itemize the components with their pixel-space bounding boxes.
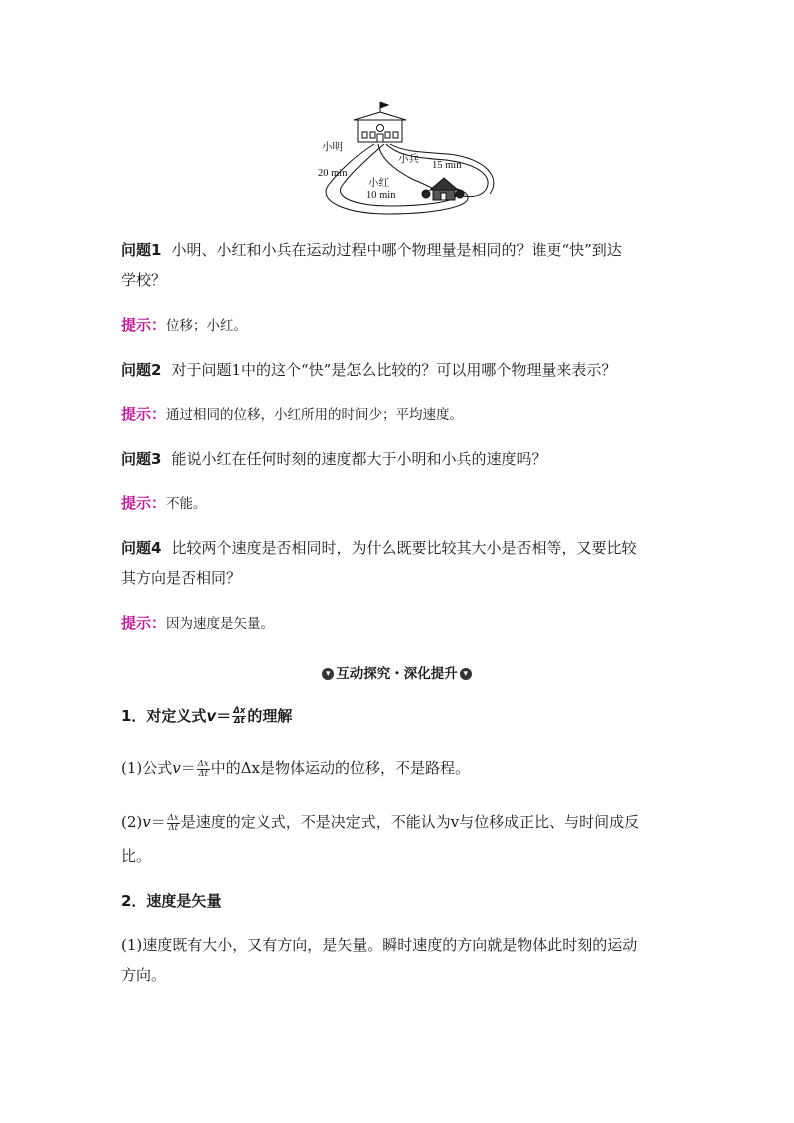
hint-1-text: 位移；小红。	[166, 318, 248, 334]
question-1-text: 小明、小红和小兵在运动过程中哪个物理量是相同的？谁更“快”到达	[171, 241, 622, 259]
question-3	[121, 449, 681, 469]
formula-eq: ＝	[216, 707, 232, 725]
formula-numerator: Δx	[233, 706, 246, 716]
section-1-title-suffix: 的理解	[247, 707, 293, 725]
formula-numerator: Δx	[197, 758, 209, 769]
section-2-p1-line-1: (1)速度既有大小，又有方向，是矢量。瞬时速度的方向就是物体此时刻的运动	[121, 936, 638, 954]
formula-fraction	[197, 760, 210, 779]
question-3-label: 问题3	[121, 450, 162, 468]
section-2-title	[121, 891, 681, 911]
formula-denominator: Δt	[233, 716, 245, 726]
hong-label: 小红	[368, 178, 389, 189]
question-2-text: 对于问题1中的这个“快”是怎么比较的？可以用哪个物理量来表示？	[171, 361, 617, 379]
question-3-text: 能说小红在任何时刻的速度都大于小明和小兵的速度吗？	[171, 450, 547, 468]
route-diagram	[318, 98, 498, 222]
formula-v: v	[206, 707, 217, 725]
section-2-title-text: 2．速度是矢量	[121, 892, 222, 910]
hint-2-label: 提示：	[121, 405, 167, 423]
formula-eq: ＝	[180, 759, 196, 777]
hint-3-text: 不能。	[166, 496, 207, 512]
question-2-label: 问题2	[121, 361, 162, 379]
section-1-paragraph-2-continued	[121, 846, 681, 866]
chevron-down-icon: ▾	[322, 668, 334, 680]
question-1-label: 问题1	[121, 241, 162, 259]
hint-3-label: 提示：	[121, 494, 167, 512]
formula-denominator: Δt	[168, 822, 178, 833]
formula-v: v	[172, 759, 181, 777]
hint-4-label: 提示：	[121, 614, 167, 632]
section-1-paragraph-2	[121, 812, 681, 833]
hint-2-text: 通过相同的位移，小红所用的时间少；平均速度。	[166, 407, 464, 423]
formula-denominator: Δt	[198, 768, 208, 779]
route-diagram-svg	[318, 98, 498, 222]
hint-2	[121, 404, 681, 425]
chevron-down-icon: ▾	[460, 668, 472, 680]
bing-time: 15 min	[432, 160, 462, 171]
question-1	[121, 240, 681, 260]
question-4-continued	[121, 568, 681, 588]
ming-label: 小明	[322, 142, 343, 153]
section-1-title	[121, 706, 681, 726]
hint-4	[121, 613, 681, 634]
section-2-paragraph-1	[121, 935, 681, 955]
formula-numerator: Δx	[167, 812, 179, 823]
ming-time: 20 min	[318, 168, 348, 179]
p2-prefix: (2)	[121, 813, 143, 831]
banner-text: 互动探究・深化提升	[336, 666, 458, 682]
section-2-paragraph-1-continued	[121, 965, 681, 985]
question-4-text: 比较两个速度是否相同时，为什么既要比较其大小是否相等，又要比较	[171, 539, 637, 557]
section-1-title-prefix: 1．对定义式	[121, 707, 207, 725]
hint-1-label: 提示：	[121, 316, 167, 334]
question-1-text-2: 学校？	[121, 271, 167, 289]
formula-fraction	[167, 814, 180, 833]
formula-v: v	[142, 813, 151, 831]
hint-3	[121, 493, 681, 514]
question-4-label: 问题4	[121, 539, 162, 557]
p1-suffix: 中的Δx是物体运动的位移，不是路程。	[210, 759, 470, 777]
question-4-text-2: 其方向是否相同？	[121, 569, 242, 587]
school-building-icon	[354, 102, 406, 142]
bing-label: 小兵	[398, 154, 419, 165]
question-2	[121, 360, 681, 380]
section-2-p1-line-2: 方向。	[121, 966, 167, 984]
hint-4-text: 因为速度是矢量。	[166, 616, 275, 632]
p2-line-2: 比。	[121, 847, 152, 865]
formula-eq: ＝	[150, 813, 166, 831]
hint-1	[121, 315, 681, 336]
formula-fraction	[232, 707, 246, 726]
p2-suffix: 是速度的定义式，不是决定式，不能认为v与位移成正比、与时间成反	[180, 813, 640, 831]
section-1-paragraph-1	[121, 758, 681, 779]
p1-prefix: (1)公式	[121, 759, 173, 777]
question-4	[121, 538, 681, 558]
hong-time: 10 min	[366, 190, 396, 201]
section-banner	[0, 662, 794, 682]
question-1-continued	[121, 270, 681, 290]
